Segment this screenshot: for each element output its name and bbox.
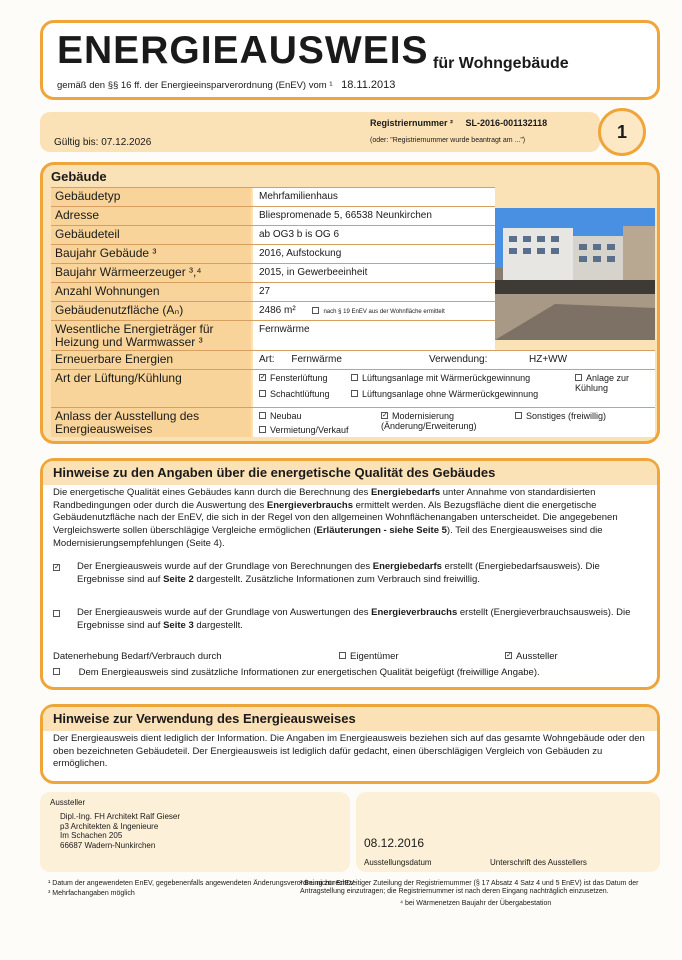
row-renewables [51,350,655,369]
row-label: Wesentliche Energieträger für Heizung und Warmwasser ³ [51,321,251,350]
row-value [253,302,495,320]
vent-option-cooling[interactable]: Anlage zur Kühlung [575,373,630,394]
row-issue-reason [51,407,655,437]
row-value: 27 [253,283,495,301]
area-note-text: nach § 19 EnEV aus der Wohnfläche ermittelt [323,309,445,315]
building-section [40,162,660,444]
checkbox[interactable]: ✓ [506,651,512,659]
row-value [253,408,655,437]
document-title: ENERGIEAUSWEIS [57,29,429,72]
row-value: Mehrfamilienhaus [253,188,495,206]
row-label: Anzahl Wohnungen [51,283,251,301]
reason-option-rent-sale[interactable]: Vermietung/Verkauf [259,425,349,435]
checkbox[interactable]: ✓ [54,564,60,571]
vent-option-without-recovery[interactable]: Lüftungsanlage ohne Wärmerückgewinnung [351,389,538,399]
row-label: Gebäudeteil [51,226,251,244]
vent-option-with-recovery[interactable]: Lüftungsanlage mit Wärmerückgewinnung [351,373,530,383]
row-apartments [51,282,495,301]
option-consumption-certificate[interactable]: Der Energieausweis wurde auf der Grundlage von Auswertungen des Energieverbrauchs erstellt (Energieverbrauchsausweis). Die Ergebnisse sind auf Seite 3 dargestellt. [53,607,647,632]
data-collection-owner[interactable]: Eigentümer [339,651,399,664]
usage-hints-section [40,704,660,784]
checkbox[interactable] [351,374,358,381]
registration-number: SL-2016-001132118 [465,118,548,128]
row-ventilation [51,369,655,407]
area-note-checkbox[interactable] [312,307,319,314]
issuer-box [40,792,350,872]
law-date: 18.11.2013 [341,79,396,91]
renew-use-label: Verwendung: [429,354,488,365]
quality-hints-section [40,458,660,690]
checkbox[interactable] [53,668,60,675]
data-collection-row [53,651,647,664]
checkbox[interactable] [515,412,522,419]
row-building-type [51,187,495,206]
renew-art-value: Fernwärme [291,354,342,365]
row-label: Erneuerbare Energien [51,351,251,369]
data-collection-label: Datenerhebung Bedarf/Verbrauch durch [53,651,222,662]
building-photo [495,208,655,340]
building-photo-image [495,208,655,340]
reason-option-other[interactable]: Sonstiges (freiwillig) [515,411,606,421]
row-label: Gebäudenutzfläche (Aₙ) [51,302,251,320]
row-building-part [51,225,495,244]
valid-until: Gültig bis: 07.12.2026 [54,137,152,148]
signature-label: Unterschrift des Ausstellers [490,858,587,867]
checkbox[interactable] [351,390,358,397]
row-label: Anlass der Ausstellung des Energieausweises [51,408,251,437]
issuer-address: Dipl.-Ing. FH Architekt Ralf Gieser p3 Architekten & Ingenieure Im Schachen 205 66687 Wadern-Nunkirchen [60,812,181,850]
row-address [51,206,495,225]
row-label: Baujahr Wärmeerzeuger ³,⁴ [51,264,251,282]
row-value [253,351,655,369]
registration-number-line [370,118,547,128]
reason-option-modernisation[interactable]: ✓ Modernisierung (Änderung/Erweiterung) [381,411,477,432]
checkbox[interactable] [575,374,582,381]
document-subtitle: für Wohngebäude [433,55,569,72]
row-label: Gebäudetyp [51,188,251,206]
row-value [253,370,655,407]
registration-note: (oder: "Registriernummer wurde beantragt am ...") [370,137,526,144]
building-section-title: Gebäude [51,169,107,184]
checkbox[interactable] [259,426,266,433]
checkbox[interactable] [259,412,266,419]
checkbox[interactable] [339,652,346,659]
row-value: 2016, Aufstockung [253,245,495,263]
row-construction-year [51,244,495,263]
row-label: Adresse [51,207,251,225]
law-reference [57,79,395,91]
row-usable-area [51,301,495,320]
checkbox[interactable] [259,390,266,397]
usage-hints-text: Der Energieausweis dient lediglich der Information. Die Angaben im Energieausweis beziehen sich auf das gesamte Wohngebäude oder den oben bezeichneten Gebäudeteil. Der Energieausweis ist lediglich dafür gedacht, einen überschlägigen Vergleich von Gebäuden zu ermöglichen. [53,733,645,770]
option-demand-certificate[interactable]: ✓ Der Energieausweis wurde auf der Grundlage von Berechnungen des Energiebedarfs erstellt (Energiebedarfsausweis). Die Ergebnisse sind auf Seite 2 dargestellt. Zusätzliche Informationen zum Verbrauch sind freiwillig. [54,561,600,585]
law-text: gemäß den §§ 16 ff. der Energieeinsparverordnung (EnEV) vom ¹ [57,80,333,91]
footnote-2: ² Bei nicht rechtzeitiger Zuteilung der Registriernummer (§ 17 Absatz 4 Satz 4 und 5 EnEV) ist das Datum der Antragstellung einzutragen; die Registriernummer ist nach deren Eingang nachträglich einzusetzen. [300,880,639,896]
quality-hints-title: Hinweise zu den Angaben über die energetische Qualität des Gebäudes [53,465,496,480]
vent-option-shaft[interactable]: Schachtlüftung [259,389,330,399]
row-energy-carrier [51,320,495,350]
checkbox[interactable]: ✓ [382,412,388,420]
usage-hints-title: Hinweise zur Verwendung des Energieausweises [53,711,356,726]
checkbox[interactable] [53,610,60,617]
footnote-4: ⁴ bei Wärmenetzen Baujahr der Übergabestation [400,900,552,907]
page-number-badge: 1 [598,108,646,156]
area-value: 2486 m² [259,305,296,316]
row-label: Baujahr Gebäude ³ [51,245,251,263]
area-note [312,309,444,315]
renew-use-value: HZ+WW [529,354,568,365]
issuer-label: Aussteller [50,798,86,807]
reason-option-new-build[interactable]: Neubau [259,411,302,421]
header-box [40,20,660,100]
footnote-1: ¹ Datum der angewendeten EnEV, gegebenenfalls angewendeten Änderungsverordnung zur EnEV [48,880,355,887]
renew-art-label: Art: [259,354,275,365]
registration-box [40,112,600,152]
row-value: Fernwärme [253,321,495,350]
extra-info-option[interactable]: Dem Energieausweis sind zusätzliche Informationen zur energetischen Qualität beigefügt (freiwillige Angabe). [53,667,647,680]
row-value: 2015, in Gewerbeeinheit [253,264,495,282]
registration-label: Registriernummer ² [370,118,454,128]
signature-box [356,792,660,872]
row-label: Art der Lüftung/Kühlung [51,370,251,407]
data-collection-issuer[interactable]: ✓ Aussteller [506,651,558,662]
row-heater-year [51,263,495,282]
checkbox[interactable]: ✓ [260,374,266,382]
issue-date: 08.12.2016 [364,836,425,850]
footnote-3: ³ Mehrfachangaben möglich [48,890,135,897]
row-value: Bliespromenade 5, 66538 Neunkirchen [253,207,495,225]
vent-option-window[interactable]: ✓ Fensterlüftung [260,373,328,383]
row-value: ab OG3 b is OG 6 [253,226,495,244]
issue-date-label: Ausstellungsdatum [364,858,432,867]
quality-hints-paragraph: Die energetische Qualität eines Gebäudes kann durch die Berechnung des Energiebedarfs unter Annahme von standardisierten Randbedingungen oder durch die Auswertung des Energieverbrauchs ermittelt werden. Als Bezugsfläche dient die energetische Gebäudenutzfläche nach der EnEV, die sich in der Regel von den allgemeinen Wohnflächenangaben unterscheidet. Die angegebenen Vergleichswerte sollen überschlägige Vergleiche ermöglichen (Erläuterungen - siehe Seite 5). Teil des Energieausweises sind die Modernisierungsempfehlungen (Seite 4). [53,487,618,549]
